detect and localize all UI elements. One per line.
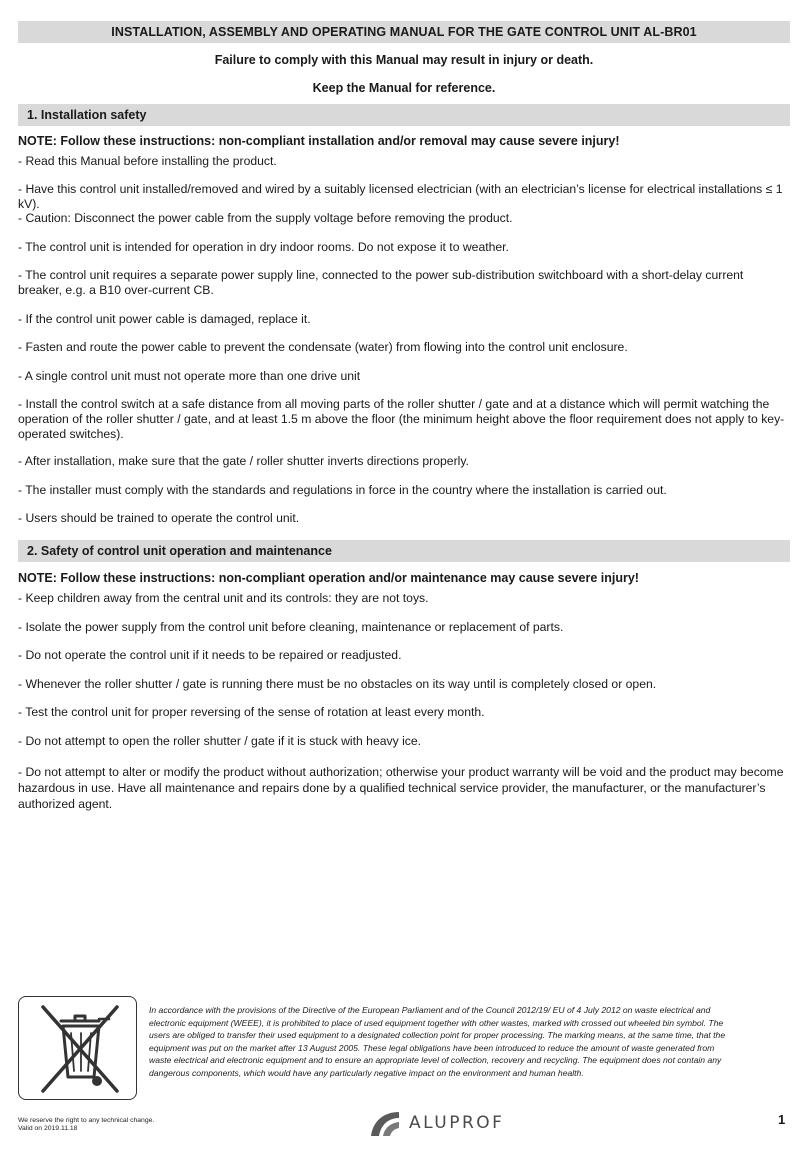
technical-change-note: We reserve the right to any technical change. [18, 1117, 155, 1124]
aluprof-logo [369, 1107, 539, 1139]
list-item: - Do not operate the control unit if it needs to be repaired or readjusted. [18, 648, 402, 662]
list-item: - The control unit requires a separate power supply line, connected to the power sub-distribution switchboard with a short-delay current breaker, e.g. a B10 over-current CB. [18, 268, 744, 297]
section-1-heading: 1. Installation safety [18, 104, 790, 126]
list-item: - Read this Manual before installing the product. [18, 154, 277, 168]
section-2-note: NOTE: Follow these instructions: non-compliant operation and/or maintenance may cause severe injury! [18, 571, 639, 585]
list-item: - After installation, make sure that the gate / roller shutter inverts directions properly. [18, 454, 469, 468]
aluprof-logo-icon [369, 1108, 403, 1138]
list-item: - If the control unit power cable is damaged, replace it. [18, 312, 311, 326]
list-item: - The installer must comply with the standards and regulations in force in the country where the installation is carried out. [18, 483, 667, 497]
list-item: - Have this control unit installed/removed and wired by a suitably licensed electrician (with an electrician’s license for electrical installations ≤ 1 kV). [18, 182, 783, 211]
list-item: - A single control unit must not operate more than one drive unit [18, 369, 361, 383]
list-item: - Test the control unit for proper reversing of the sense of rotation at least every month. [18, 705, 485, 719]
list-item: - Install the control switch at a safe distance from all moving parts of the roller shutter / gate and at a distance which will permit watching the operation of the roller shutter / gate, and at least 1.5 m above the floor (the minimum height above the floor requirement does not apply to key-operated switches). [18, 397, 785, 441]
section-1-note: NOTE: Follow these instructions: non-compliant installation and/or removal may cause severe injury! [18, 134, 620, 148]
keep-manual-line: Keep the Manual for reference. [312, 81, 496, 95]
warning-line: Failure to comply with this Manual may result in injury or death. [214, 53, 594, 67]
logo-wordmark: ALUPROF [409, 1113, 505, 1133]
list-item: - Do not attempt to open the roller shutter / gate if it is stuck with heavy ice. [18, 734, 422, 748]
list-item: - Do not attempt to alter or modify the product without authorization; otherwise your product warranty will be void and the product may become hazardous in use. Have all maintenance and repairs done by a qualified technical service provider, the manufacturer, or the manufacturer’s authorized agent. [18, 765, 784, 811]
weee-symbol-box [18, 996, 137, 1100]
document-title: INSTALLATION, ASSEMBLY AND OPERATING MANUAL FOR THE GATE CONTROL UNIT AL-BR01 [18, 21, 790, 43]
section-2-heading: 2. Safety of control unit operation and maintenance [18, 540, 790, 562]
weee-notice: In accordance with the provisions of the Directive of the European Parliament and of the Council 2012/19/ EU of 4 July 2012 on waste electrical and electronic equipment (WEEE), it is prohibited to place of used equipment together with other wastes, marked with crossed out wheeled bin symbol. The users are obliged to transfer their used equipment to a designated collection point for proper processing. The marking means, at the same time, that the equipment was put on the market after 13 August 2005. These legal obligations have been introduced to reduce the amount of waste generated from waste electrical and electronic equipment and to ensure an appropriate level of collection, recovery and recycling. The equipment does not contain any dangerous components, which would have any particularly negative impact on the environment and human health. [149, 1005, 726, 1078]
list-item: - Fasten and route the power cable to prevent the condensate (water) from flowing into the control unit enclosure. [18, 340, 628, 354]
page-number: 1 [778, 1112, 786, 1127]
crossed-out-wheeled-bin-icon [19, 997, 135, 1098]
valid-date: Valid on 2019.11.18 [18, 1125, 78, 1132]
list-item: - Users should be trained to operate the control unit. [18, 511, 300, 525]
list-item: - Caution: Disconnect the power cable from the supply voltage before removing the product. [18, 211, 513, 225]
list-item: - Isolate the power supply from the control unit before cleaning, maintenance or replacement of parts. [18, 620, 564, 634]
list-item: - Whenever the roller shutter / gate is running there must be no obstacles on its way until is completely closed or open. [18, 677, 657, 691]
list-item: - The control unit is intended for operation in dry indoor rooms. Do not expose it to weather. [18, 240, 509, 254]
list-item: - Keep children away from the central unit and its controls: they are not toys. [18, 591, 429, 605]
